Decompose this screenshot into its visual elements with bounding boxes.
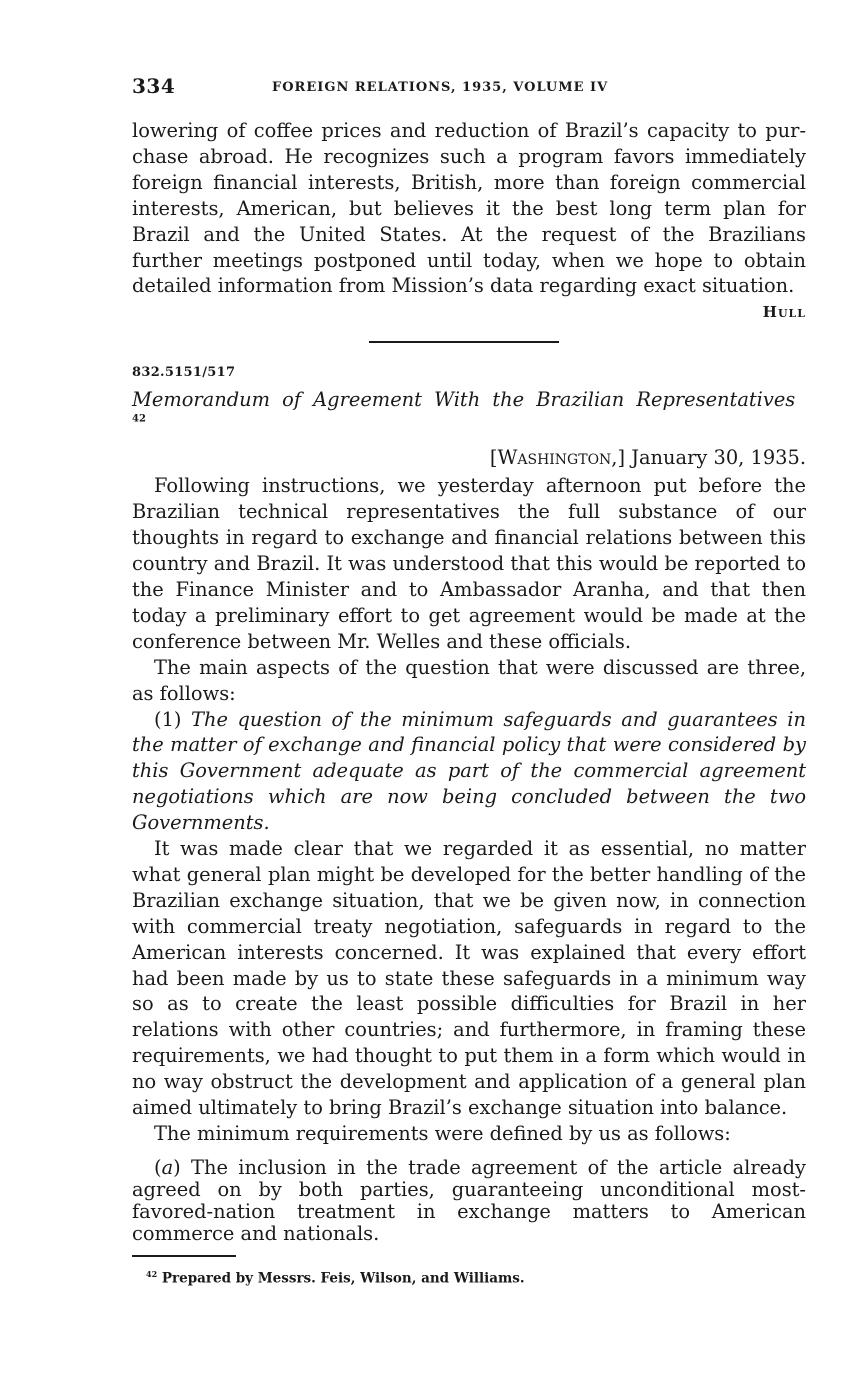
document-page bbox=[132, 74, 806, 1286]
document-title bbox=[132, 388, 806, 434]
requirement-a: (a) The inclusion in the trade agreement of the article already agreed on by both parties, guaranteeing unconditional most-favored-nation treatment in exchange matters to American commerce and nationals. bbox=[132, 1155, 807, 1245]
list-item-1 bbox=[132, 707, 806, 837]
section-divider bbox=[369, 341, 559, 343]
footnote-mark: 42 bbox=[146, 1268, 158, 1279]
continuation-paragraph: lowering of coffee prices and reduction of Brazil’s capacity to purchase abroad. He recognizes such a program favors immediately foreign financial interests, British, more than foreign commercial interests, American, but believes it the best long term plan for Brazil and the United States. At the request of the Brazilians further meetings postponed until today, when we hope to obtain detailed information from Mission’s data regarding exact situation. bbox=[132, 119, 806, 298]
list-item-1-number: (1) bbox=[154, 707, 182, 731]
footnote-text: Prepared by Messrs. Feis, Wilson, and Williams. bbox=[161, 1270, 525, 1287]
requirement-a-letter: a bbox=[161, 1155, 174, 1179]
signature: Hull bbox=[762, 303, 806, 322]
list-item-1-text: The question of the minimum safeguards and guarantees in the matter of exchange and financial policy that were considered by this Government adequate as part of the commercial agreement negotiations which are now being concluded between the two Governments. bbox=[132, 707, 806, 835]
document-reference: 832.5151/517 bbox=[132, 365, 236, 381]
paragraph-4: The minimum requirements were defined by us as follows: bbox=[154, 1122, 731, 1145]
footnote bbox=[146, 1269, 806, 1287]
footnote-rule bbox=[132, 1255, 236, 1257]
title-footnote-mark: 42 bbox=[132, 413, 146, 425]
page-number: 334 bbox=[132, 74, 176, 98]
paragraph-3: It was made clear that we regarded it as essential, no matter what general plan might be developed for the better handling of the Brazilian exchange situation, that we be given now, in connection with commercial treaty negotiation, safeguards in regard to the American interests concerned. It was explained that every effort had been made by us to state these safeguards in a minimum way so as to create the least possible difficulties for Brazil in her relations with other countries; and furthermore, in framing these requirements, we had thought to put them in a form which would in no way obstruct the development and application of a general plan aimed ultimately to bring Brazil’s exchange situation into balance. bbox=[132, 837, 806, 1120]
requirement-a-text: The inclusion in the trade agreement of the article already agreed on by both parties, guaranteeing unconditional most-favored-nation treatment in exchange matters to American commerce and nationals. bbox=[132, 1155, 807, 1245]
dateline-place: [Washington,] bbox=[489, 446, 626, 470]
document-title-text: Memorandum of Agreement With the Brazilian Representatives bbox=[132, 388, 796, 412]
paragraph-1: Following instructions, we yesterday afternoon put before the Brazilian technical representatives the full substance of our thoughts in regard to exchange and financial relations between this country and Brazil. It was understood that this would be reported to the Finance Minister and to Ambassador Aranha, and that then today a preliminary effort to get agreement would be made at the conference between Mr. Welles and these officials. bbox=[132, 474, 806, 653]
page-header bbox=[132, 74, 806, 104]
dateline bbox=[132, 446, 806, 469]
running-title: FOREIGN RELATIONS, 1935, VOLUME IV bbox=[272, 80, 609, 95]
dateline-date: January 30, 1935. bbox=[631, 446, 806, 470]
paragraph-2: The main aspects of the question that were discussed are three, as follows: bbox=[132, 655, 806, 705]
